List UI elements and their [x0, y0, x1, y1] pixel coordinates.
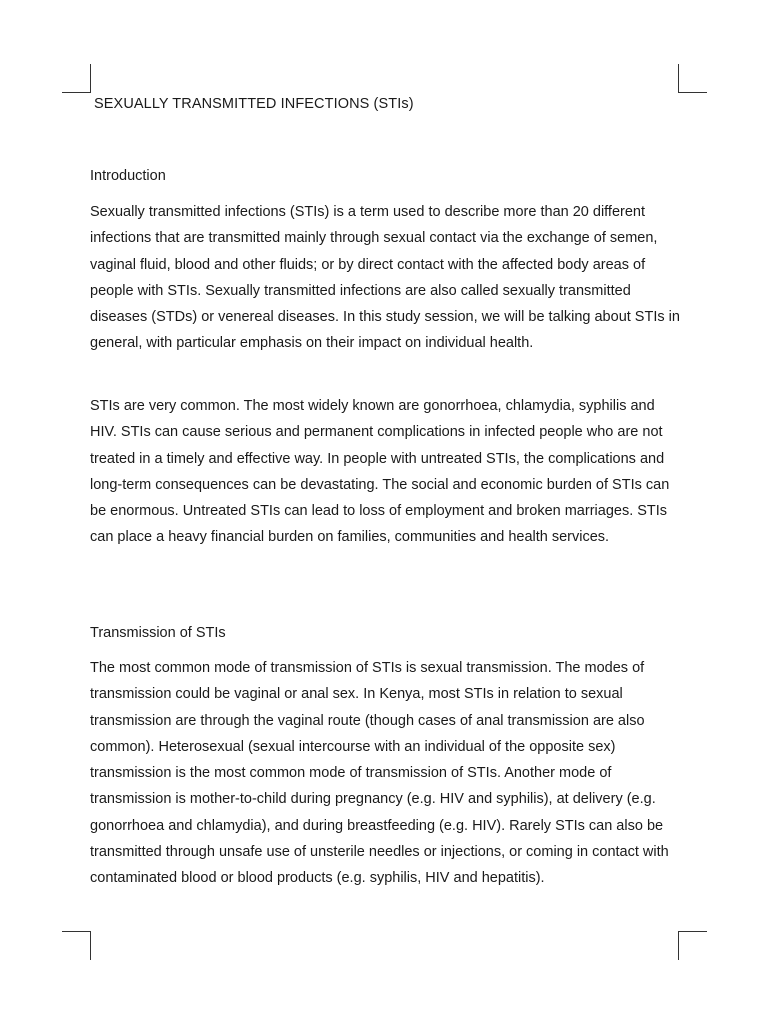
crop-mark-top-left: [62, 64, 91, 93]
document-title: SEXUALLY TRANSMITTED INFECTIONS (STIs): [94, 96, 414, 112]
paragraph-transmission-1: The most common mode of transmission of STIs is sexual transmission. The modes of transmission could be vaginal or anal sex. In Kenya, most STIs in relation to sexual transmission are through the vaginal route (though cases of anal transmission are also common). Heterosexual (sexual intercourse with an individual of the opposite sex) transmission is the most common mode of transmission of STIs. Another mode of transmission is mother-to-child during pregnancy (e.g. HIV and syphilis), at delivery (e.g. gonorrhoea and chlamydia), and during breastfeeding (e.g. HIV). Rarely STIs can also be transmitted through unsafe use of unsterile needles or injections, or coming in contact with contaminated blood or blood products (e.g. syphilis, HIV and hepatitis).: [90, 660, 669, 887]
paragraph-introduction-2: STIs are very common. The most widely known are gonorrhoea, chlamydia, syphilis and HIV. STIs can cause serious and permanent complications in infected people who are not treated in a timely and effective way. In people with untreated STIs, the complications and long-term consequences can be devastating. The social and economic burden of STIs can be enormous. Untreated STIs can lead to loss of employment and broken marriages. STIs can place a heavy financial burden on families, communities and health services.: [90, 398, 670, 546]
paragraph-introduction-1: Sexually transmitted infections (STIs) is a term used to describe more than 20 different infections that are transmitted mainly through sexual contact via the exchange of semen, vaginal fluid, blood and other fluids; or by direct contact with the affected body areas of people with STIs. Sexually transmitted infections are also called sexually transmitted diseases (STDs) or venereal diseases. In this study session, we will be talking about STIs in general, with particular emphasis on their impact on individual health.: [90, 204, 680, 352]
crop-mark-top-right: [678, 64, 707, 93]
section-heading-transmission: Transmission of STIs: [90, 625, 226, 641]
crop-mark-bottom-right: [678, 931, 707, 960]
crop-mark-bottom-left: [62, 931, 91, 960]
section-heading-introduction: Introduction: [90, 168, 166, 184]
